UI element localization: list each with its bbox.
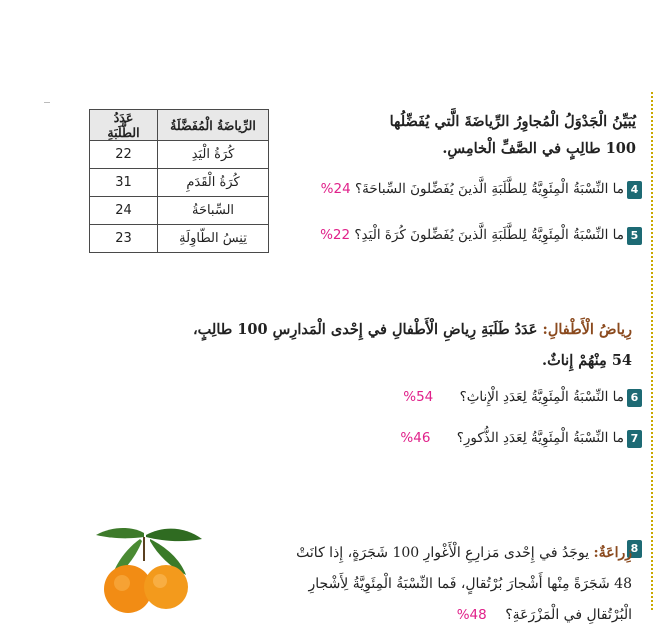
table-row	[90, 225, 269, 253]
cell-sport: كُرَةُ الْقَدَمِ	[158, 169, 269, 197]
answer-value: 22%	[320, 227, 351, 243]
kindergarten-title: رِياضُ الْأَطْفالِ:	[542, 321, 632, 338]
kindergarten-text: عَدَدُ طَلَبَةِ رِياضِ الْأَطْفالِ في إِحْدى الْمَدارِسِ 100 طالِبٍ،	[192, 321, 538, 338]
agriculture-text: الْبُرْتُقالِ في الْمَزْرَعَةِ؟	[505, 607, 632, 623]
cell-count: 31	[90, 169, 158, 197]
leaf-icon	[146, 529, 202, 542]
question-7	[400, 430, 624, 446]
sports-table	[89, 109, 269, 253]
answer-value: 48%	[456, 607, 487, 623]
answer-value: 24%	[320, 181, 351, 197]
agriculture-paragraph	[240, 538, 632, 631]
orange-fruit-illustration	[74, 525, 214, 617]
kindergarten-paragraph	[52, 314, 632, 376]
intro-paragraph	[386, 108, 636, 162]
agriculture-line-1	[240, 538, 632, 569]
intro-line-1: يُبَيِّنُ الْجَدْوَلُ الْمُجاوِرُ الرِّياضَةَ الَّتي يُفَضِّلُها	[389, 113, 636, 130]
table-row	[90, 141, 269, 169]
table-header-row	[90, 110, 269, 141]
agriculture-text: يوجَدُ في إِحْدى مَزارِعِ الْأَغْوارِ 100 شَجَرَةٍ، إِذا كانَتْ	[296, 545, 590, 561]
margin-dotted-rule	[651, 92, 653, 610]
leaf-icon	[96, 528, 144, 538]
question-text: ما النِّسْبَةُ الْمِئَوِيَّةُ لِلطَّلَبَةِ الَّذينَ يُفَضِّلونَ السِّباحَةَ؟	[354, 181, 624, 197]
header-sport: الرِّياضَةُ الْمُفَضَّلَةُ	[158, 110, 269, 141]
agriculture-title: زِراعَةٌ:	[593, 545, 632, 561]
cell-sport: تِنِسُ الطّاوِلَةِ	[158, 225, 269, 253]
question-number-badge: 7	[627, 430, 642, 448]
intro-line-2: 100 طالِبٍ في الصَّفِّ الْخامِسِ.	[442, 140, 636, 157]
cell-count: 24	[90, 197, 158, 225]
agriculture-line-2: 48 شَجَرَةً مِنْها أَشْجارَ بُرْتُقالٍ، فَما النِّسْبَةُ الْمِئَوِيَّةُ لِأَشْجارِ	[308, 576, 632, 592]
cell-sport: السِّباحَةُ	[158, 197, 269, 225]
question-number-badge: 6	[627, 389, 642, 407]
orange-icon	[144, 565, 188, 609]
question-5	[320, 227, 624, 243]
question-number-badge: 8	[627, 540, 642, 558]
table-row	[90, 197, 269, 225]
margin-tick	[44, 102, 50, 103]
question-6	[403, 389, 624, 405]
answer-value: 46%	[400, 430, 431, 446]
table-row	[90, 169, 269, 197]
question-number-badge: 5	[627, 227, 642, 245]
cell-sport: كُرَةُ الْيَدِ	[158, 141, 269, 169]
cell-count: 23	[90, 225, 158, 253]
answer-value: 54%	[403, 389, 434, 405]
kindergarten-line-1	[52, 314, 632, 345]
question-number-badge: 4	[627, 181, 642, 199]
question-4	[321, 181, 624, 197]
header-count: عَدَدُ الطَّلَبَةِ	[90, 110, 158, 141]
question-text: ما النِّسْبَةُ الْمِئَوِيَّةُ لِعَدَدِ الْإِناثِ؟	[459, 389, 624, 405]
agriculture-line-3	[240, 600, 632, 631]
kindergarten-line-2: 54 مِنْهُمْ إِناثٌ.	[542, 352, 632, 369]
question-text: ما النِّسْبَةُ الْمِئَوِيَّةُ لِلطَّلَبَةِ الَّذينَ يُفَضِّلونَ كُرَةَ الْيَدِ؟	[354, 227, 624, 243]
cell-count: 22	[90, 141, 158, 169]
question-text: ما النِّسْبَةُ الْمِئَوِيَّةُ لِعَدَدِ الذُّكورِ؟	[456, 430, 624, 446]
